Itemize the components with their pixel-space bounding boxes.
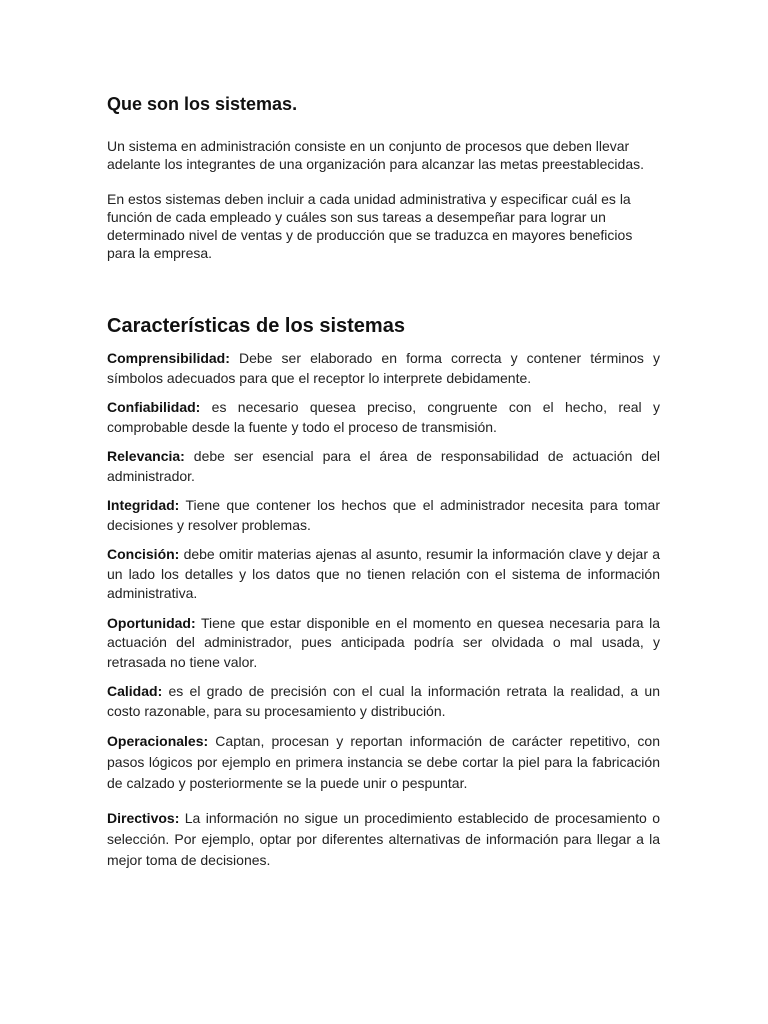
paragraph-definicion: Un sistema en administración consiste en un conjunto de procesos que deben llevar adelante los integrantes de una organización para alcanzar las metas preestablecidas. — [107, 138, 645, 172]
definition-term: Directivos: — [107, 810, 180, 826]
section-title-caracteristicas: Características de los sistemas — [107, 315, 405, 337]
definition-text: es el grado de precisión con el cual la información retrata la realidad, a un costo razonable, para su procesamiento y distribución. — [107, 683, 660, 719]
definition-item — [107, 349, 660, 388]
definition-term: Concisión: — [107, 546, 180, 562]
definition-text: Tiene que estar disponible en el momento en quesea necesaria para la actuación del administrador, pues anticipada podría ser olvidada o mal usada, y retrasada no tiene valor. — [107, 614, 660, 670]
section-title-que-son: Que son los sistemas. — [107, 94, 298, 114]
definition-term: Confiabilidad: — [107, 399, 201, 415]
definition-text: Captan, procesan y reportan información de carácter repetitivo, con pasos lógicos por ejemplo en primera instancia se debe cortar la piel para la fabricación de calzado y posteriormente se la puede unir o pespuntar. — [107, 733, 660, 791]
definition-text: debe ser esencial para el área de responsabilidad de actuación del administrador. — [107, 448, 660, 484]
definition-text: es necesario quesea preciso, congruente con el hecho, real y comprobable desde la fuente y todo el proceso de transmisión. — [107, 399, 660, 435]
definition-text: Debe ser elaborado en forma correcta y contener términos y símbolos adecuados para que el receptor lo interprete debidamente. — [107, 350, 660, 386]
definition-term: Operacionales: — [107, 733, 209, 749]
paragraph-unidades: En estos sistemas deben incluir a cada unidad administrativa y especificar cuál es la función de cada empleado y cuáles son sus tareas a desempeñar para lograr un determinado nivel de ventas y de producción que se traduzca en mayores beneficios para la empresa. — [107, 191, 633, 261]
definition-item — [107, 682, 660, 721]
characteristics-list — [107, 349, 660, 871]
definition-item — [107, 731, 660, 794]
definition-text: Tiene que contener los hechos que el administrador necesita para tomar decisiones y resolver problemas. — [107, 497, 660, 533]
definition-term: Calidad: — [107, 683, 163, 699]
definition-text: La información no sigue un procedimiento establecido de procesamiento o selección. Por ejemplo, optar por diferentes alternativas de información para llegar a la mejor toma de decisiones. — [107, 810, 660, 868]
definition-term: Comprensibilidad: — [107, 350, 230, 366]
definition-item — [107, 545, 660, 604]
definition-term: Relevancia: — [107, 448, 185, 464]
definition-item — [107, 398, 660, 437]
definition-item — [107, 496, 660, 535]
definition-term: Integridad: — [107, 497, 180, 513]
definition-term: Oportunidad: — [107, 614, 196, 631]
definition-item — [107, 447, 660, 486]
definition-item — [107, 614, 660, 673]
definition-text: debe omitir materias ajenas al asunto, resumir la información clave y dejar a un lado los detalles y los datos que no tienen relación con el sistema de información administrativa. — [107, 546, 660, 601]
intro-paragraphs — [107, 137, 660, 262]
definition-item — [107, 808, 660, 871]
